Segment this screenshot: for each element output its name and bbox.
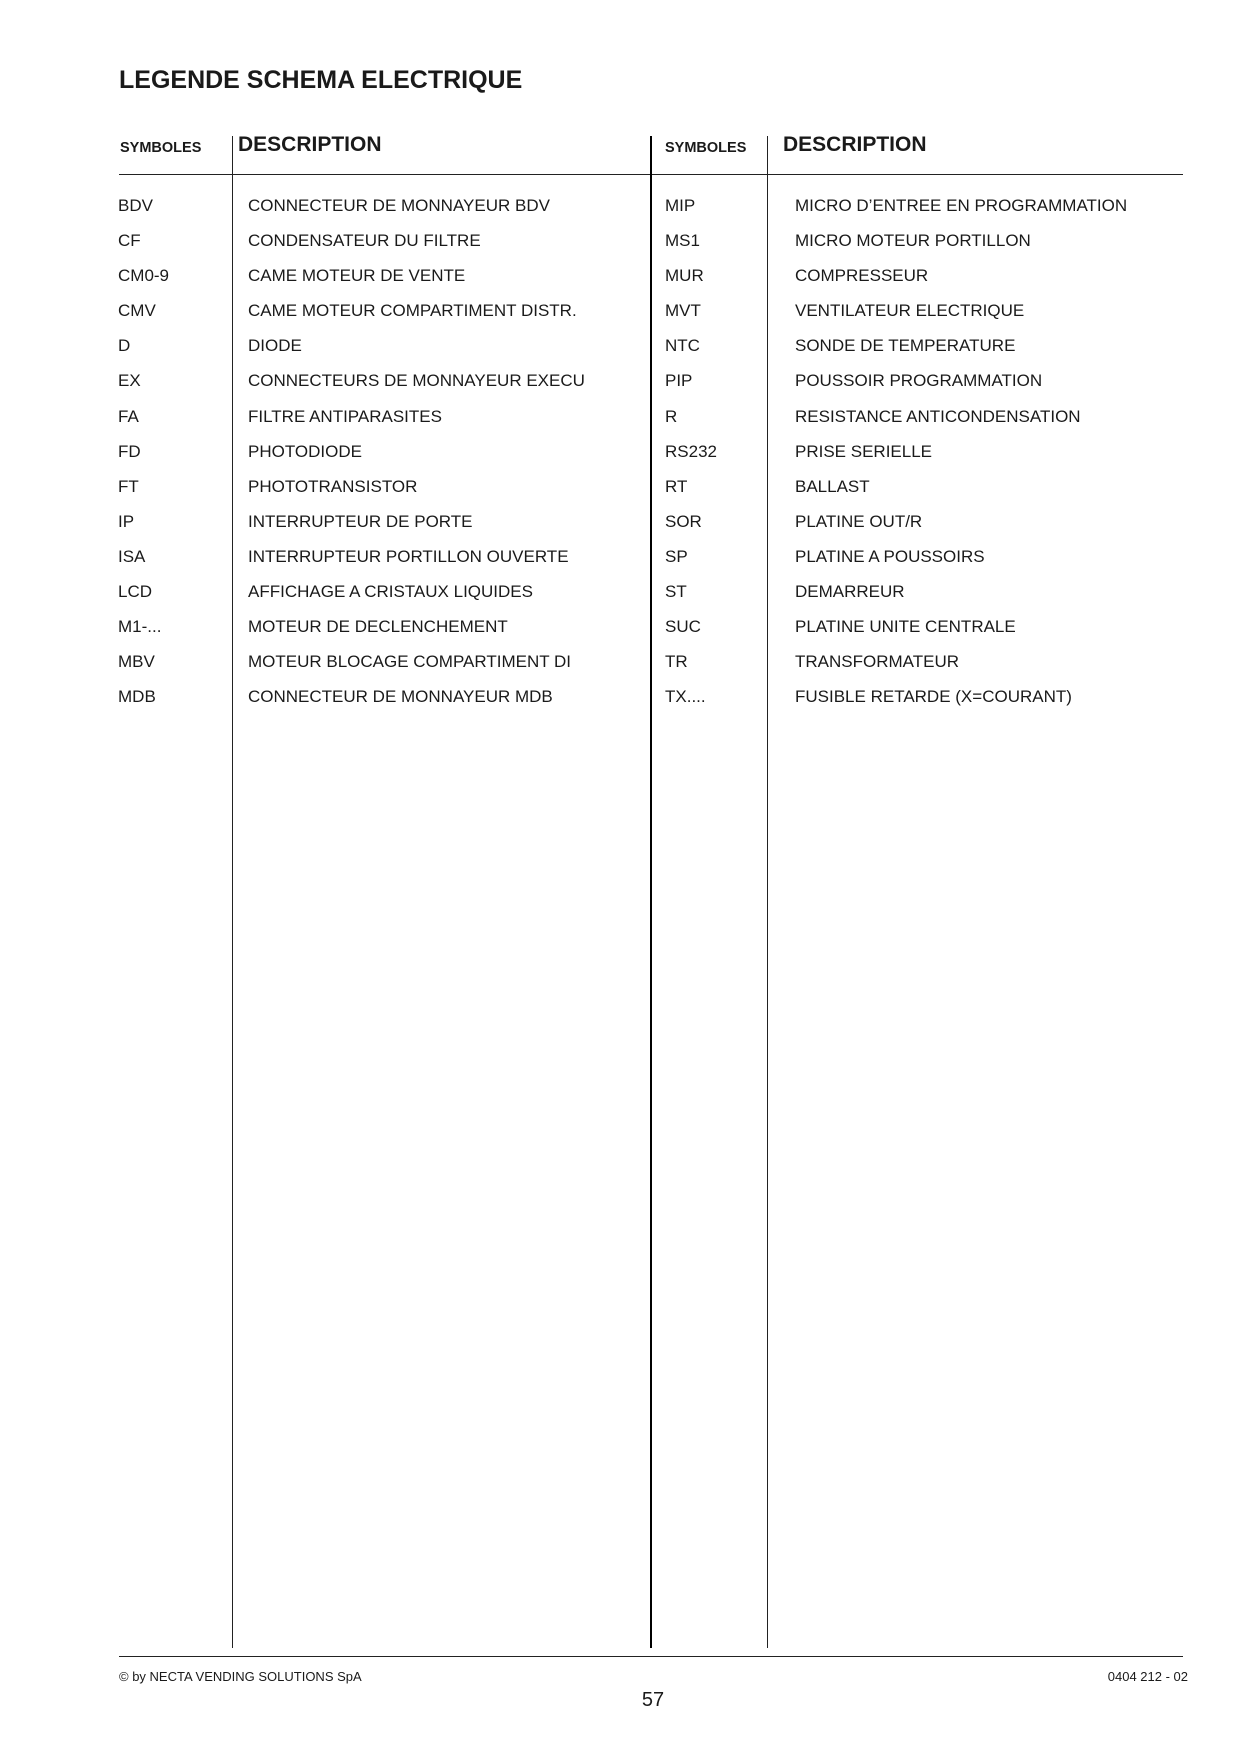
- table-row-description: PHOTOTRANSISTOR: [248, 476, 418, 496]
- table-row-description: SONDE DE TEMPERATURE: [795, 336, 1016, 356]
- table-row-description: CONNECTEUR DE MONNAYEUR MDB: [248, 687, 553, 707]
- center-column-divider: [650, 136, 652, 1648]
- footer-divider: [119, 1656, 1183, 1657]
- left-column-divider: [232, 136, 233, 1648]
- table-row-symbol: MVT: [665, 301, 701, 321]
- table-row-description: MOTEUR DE DECLENCHEMENT: [248, 617, 508, 637]
- table-row-symbol: NTC: [665, 336, 700, 356]
- table-row-symbol: ISA: [118, 546, 146, 566]
- table-row-symbol: MS1: [665, 231, 700, 251]
- table-row-symbol: SUC: [665, 617, 701, 637]
- table-row-symbol: LCD: [118, 582, 153, 602]
- right-description-header: DESCRIPTION: [783, 133, 927, 156]
- table-row-description: PLATINE UNITE CENTRALE: [795, 617, 1016, 637]
- table-row-description: PHOTODIODE: [248, 441, 362, 461]
- footer-copyright: © by NECTA VENDING SOLUTIONS SpA: [119, 1669, 362, 1684]
- table-row-description: CONNECTEUR DE MONNAYEUR BDV: [248, 196, 550, 215]
- table-row-symbol: PIP: [665, 371, 693, 391]
- page-number: 57: [641, 1689, 665, 1711]
- table-row-symbol: EX: [118, 371, 141, 391]
- table-row-description: DIODE: [248, 336, 302, 356]
- table-row-description: AFFICHAGE A CRISTAUX LIQUIDES: [248, 582, 533, 602]
- table-row-symbol: BDV: [118, 196, 153, 215]
- table-row-description: COMPRESSEUR: [795, 266, 929, 286]
- right-symbol-header: SYMBOLES: [665, 140, 747, 156]
- table-row-description: BALLAST: [795, 476, 870, 496]
- table-row-symbol: CMV: [118, 301, 156, 321]
- right-symbol-column: [665, 188, 717, 714]
- left-symbol-header: SYMBOLES: [120, 140, 202, 156]
- table-row-symbol: MIP: [665, 196, 696, 215]
- left-description-column: [248, 188, 585, 714]
- right-column-divider: [767, 136, 768, 1648]
- table-row-symbol: SOR: [665, 511, 702, 531]
- table-row-symbol: FA: [118, 406, 139, 426]
- table-row-symbol: CM0-9: [118, 266, 170, 286]
- table-row-description: CAME MOTEUR COMPARTIMENT DISTR.: [248, 301, 577, 321]
- table-row-symbol: FD: [118, 441, 141, 461]
- table-row-description: FUSIBLE RETARDE (X=COURANT): [795, 687, 1072, 707]
- table-row-description: MOTEUR BLOCAGE COMPARTIMENT DI: [248, 652, 572, 672]
- table-row-description: MICRO D’ENTREE EN PROGRAMMATION: [795, 196, 1128, 215]
- table-row-symbol: ST: [665, 582, 687, 602]
- table-row-description: VENTILATEUR ELECTRIQUE: [795, 301, 1025, 321]
- table-row-symbol: RS232: [665, 441, 717, 461]
- table-row-symbol: IP: [118, 511, 135, 531]
- table-row-symbol: TX....: [665, 687, 706, 707]
- table-row-symbol: MUR: [665, 266, 704, 286]
- table-row-description: MICRO MOTEUR PORTILLON: [795, 231, 1031, 251]
- table-row-description: PLATINE A POUSSOIRS: [795, 546, 985, 566]
- table-row-description: INTERRUPTEUR DE PORTE: [248, 511, 473, 531]
- table-row-symbol: SP: [665, 546, 688, 566]
- table-row-description: CAME MOTEUR DE VENTE: [248, 266, 466, 286]
- table-row-symbol: RT: [665, 476, 688, 496]
- table-row-symbol: MBV: [118, 652, 155, 672]
- table-row-symbol: FT: [118, 476, 139, 496]
- table-row-symbol: MDB: [118, 687, 156, 707]
- page-title: LEGENDE SCHEMA ELECTRIQUE: [119, 66, 523, 94]
- right-description-column: [795, 188, 1127, 714]
- table-row-symbol: CF: [118, 231, 141, 251]
- footer-doc-code: 0404 212 - 02: [1107, 1669, 1188, 1684]
- table-row-description: CONDENSATEUR DU FILTRE: [248, 231, 481, 251]
- table-row-description: PLATINE OUT/R: [795, 511, 923, 531]
- table-row-description: RESISTANCE ANTICONDENSATION: [795, 406, 1081, 426]
- table-row-description: POUSSOIR PROGRAMMATION: [795, 371, 1043, 391]
- table-row-description: TRANSFORMATEUR: [795, 652, 960, 672]
- left-description-header: DESCRIPTION: [238, 133, 382, 156]
- table-row-symbol: D: [118, 336, 131, 356]
- table-row-symbol: TR: [665, 652, 688, 672]
- table-row-description: DEMARREUR: [795, 582, 905, 602]
- table-row-symbol: R: [665, 406, 678, 426]
- left-symbol-column: [118, 188, 169, 714]
- table-row-description: PRISE SERIELLE: [795, 441, 933, 461]
- table-row-symbol: M1-...: [118, 617, 162, 637]
- table-row-description: CONNECTEURS DE MONNAYEUR EXECU: [248, 371, 585, 391]
- table-row-description: FILTRE ANTIPARASITES: [248, 406, 442, 426]
- table-row-description: INTERRUPTEUR PORTILLON OUVERTE: [248, 546, 569, 566]
